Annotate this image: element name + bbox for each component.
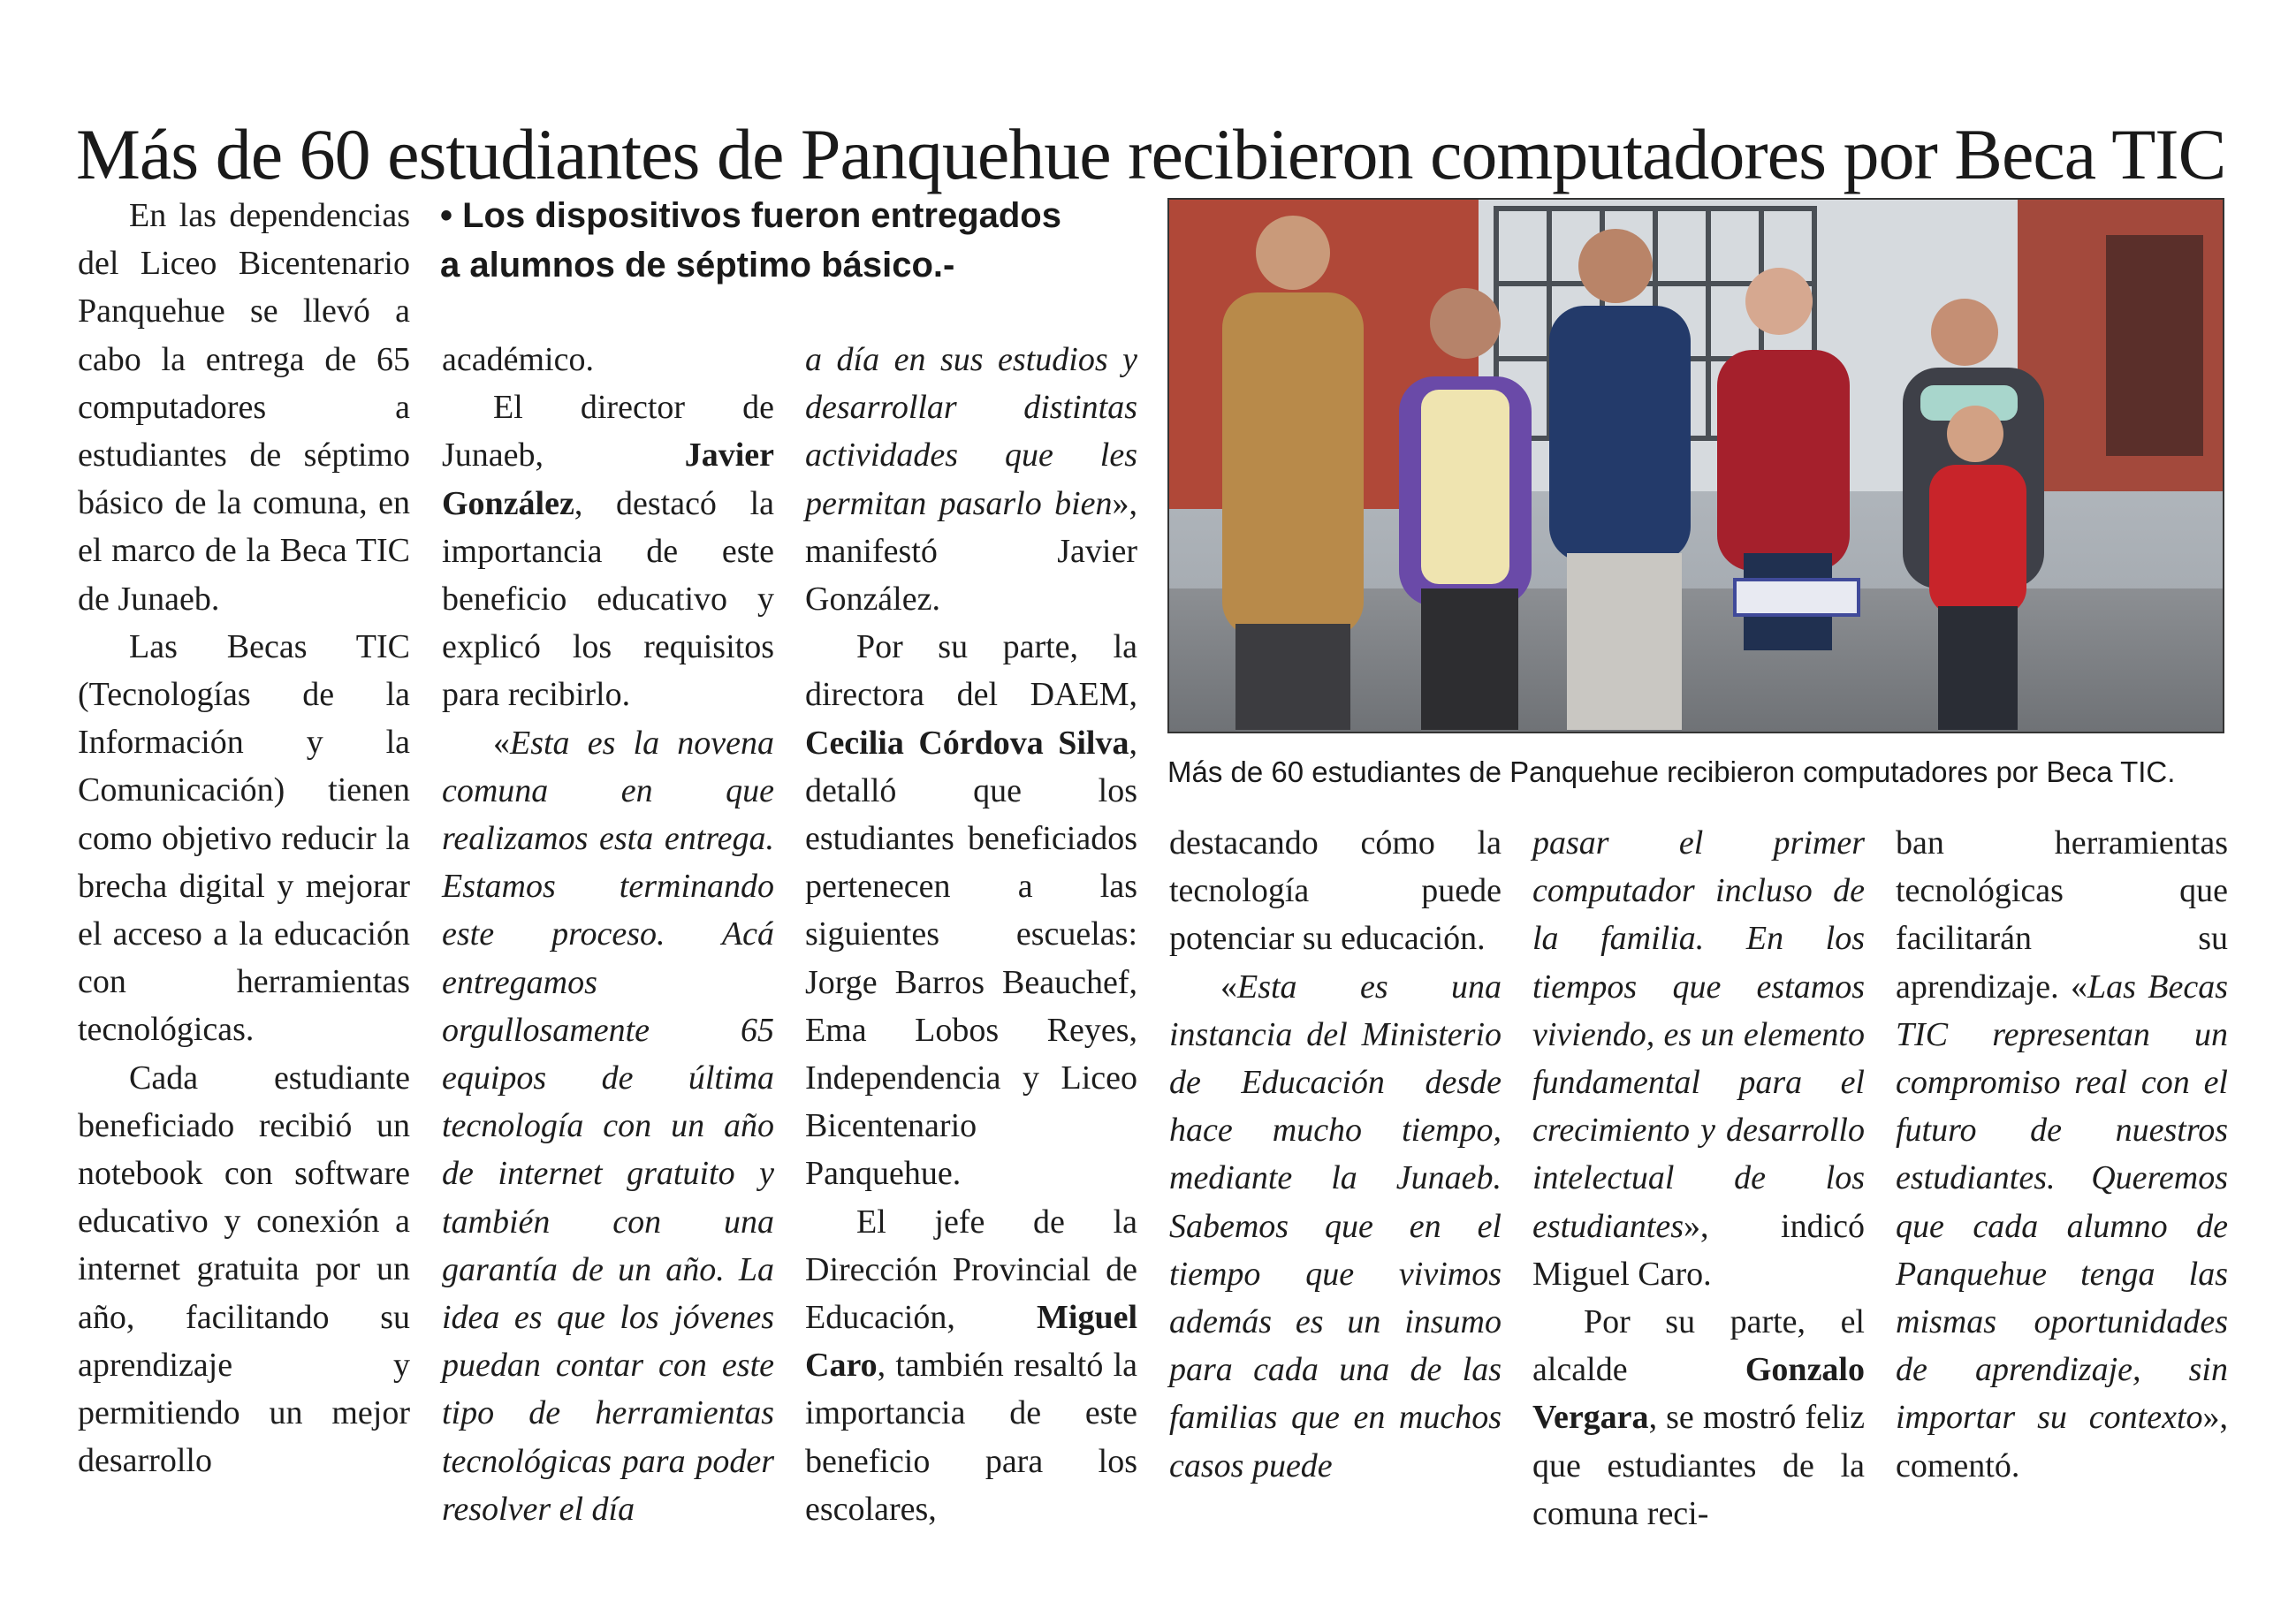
col3-text: Por su parte, la directora del DAEM, <box>805 628 1137 714</box>
col5-text: », indicó Miguel Caro. <box>1532 1207 1865 1293</box>
article-column-3 <box>805 336 1137 1533</box>
person-name: Javier González <box>442 437 774 522</box>
article-column-2 <box>442 336 774 1533</box>
col1-paragraph-2: Las Becas TIC (Tecnologías de la Información y la Comunicación) tienen como objetivo reducir la brecha digital y mejorar el acceso a la educación con herramientas tecnológicas. <box>78 627 410 1049</box>
article-column-4 <box>1169 819 1502 1490</box>
col6-paragraph-1 <box>1896 819 2228 1490</box>
col3-text: , detalló que los estudiantes beneficiados pertenecen a las siguientes escuelas: Jorge Barros Beauchef, Ema Lobos Reyes, Independencia y Liceo Bicentenario Panquehue. <box>805 724 1137 1193</box>
person-name: Cecilia Córdova Silva <box>805 724 1129 762</box>
headline: Más de 60 estudiantes de Panquehue recibieron computadores por Beca TIC <box>76 113 2226 194</box>
quote-text: pasar el primer computador incluso de la familia. En los tiempos que estamos viviendo, es un elemento fundamental para el crecimiento y desarrollo intelectual de los estudiantes <box>1532 824 1865 1245</box>
subheadline-line-2: a alumnos de séptimo básico.- <box>440 246 955 285</box>
col2-text: , destacó la importancia de este beneficio educativo y explicó los requisitos para recibirlo. <box>442 484 774 714</box>
quote-mark: « <box>1220 968 1237 1006</box>
col2-text: El director de Junaeb, <box>442 389 774 474</box>
col2-quote <box>442 719 774 1533</box>
col5-paragraph-1 <box>1532 819 1865 1298</box>
col3-text: , también resaltó la importancia de este beneficio para los escolares, <box>805 1347 1137 1528</box>
col3-paragraph-3 <box>805 1198 1137 1533</box>
col5-text: Por su parte, el alcalde <box>1532 1303 1865 1389</box>
col3-paragraph-1 <box>805 336 1137 623</box>
col6-text: », comentó. <box>1896 1399 2228 1484</box>
col5-paragraph-2 <box>1532 1298 1865 1537</box>
col5-text: , se mostró feliz que estudiantes de la comuna reci- <box>1532 1399 1865 1532</box>
photo-caption: Más de 60 estudiantes de Panquehue recibieron computadores por Beca TIC. <box>1167 755 2176 788</box>
quote-text: Las Becas TIC representan un compromiso real con el futuro de nuestros estudiantes. Queremos que cada alumno de Panquehue tenga las mismas oportunidades de aprendizaje, sin importar su contexto <box>1896 968 2228 1437</box>
col2-paragraph-2 <box>442 383 774 718</box>
quote-text: Esta es la novena comuna en que realizamos esta entrega. Estamos terminando este proceso. Acá entregamos orgullosamente 65 equipos de última tecnología con un año de internet gratuito y también con una garantía de un año. La idea es que los jóvenes puedan contar con este tipo de herramientas tecnológicas para poder resolver el día <box>442 724 774 1528</box>
col3-paragraph-2 <box>805 623 1137 1197</box>
col1-paragraph-1: En las dependencias del Liceo Bicentenario Panquehue se llevó a cabo la entrega de 65 computadores a estudiantes de séptimo básico de la comuna, en el marco de la Beca TIC de Junaeb. <box>78 197 410 618</box>
col4-paragraph-1: destacando cómo la tecnología puede potenciar su educación. <box>1169 824 1502 958</box>
col1-paragraph-3: Cada estudiante beneficiado recibió un notebook con software educativo y conexión a internet gratuita por un año, facilitando su aprendizaje y permitiendo un mejor desarrollo <box>78 1059 410 1480</box>
col4-quote <box>1169 963 1502 1490</box>
col3-text: », manifestó Javier González. <box>805 484 1137 619</box>
col6-text: ban herramientas tecnológicas que facilitarán su aprendizaje. « <box>1896 824 2228 1006</box>
article-column-6 <box>1896 819 2228 1490</box>
col2-paragraph-1: académico. <box>442 341 594 378</box>
person-name: Gonzalo Vergara <box>1532 1351 1865 1437</box>
subheadline-line-1: • Los dispositivos fueron entregados <box>440 196 1061 235</box>
article-photo <box>1167 198 2224 733</box>
article-column-1 <box>78 192 410 1484</box>
article-column-5 <box>1532 819 1865 1537</box>
quote-text: Esta es una instancia del Ministerio de Educación desde hace mucho tiempo, mediante la Junaeb. Sabemos que en el tiempo que vivimos además es un insumo para cada una de las familias que en muchos casos puede <box>1169 968 1502 1484</box>
quote-mark: « <box>493 724 510 762</box>
col3-text: El jefe de la Dirección Provincial de Educación, <box>805 1203 1137 1337</box>
quote-text: a día en sus estudios y desarrollar distintas actividades que les permitan pasarlo bien <box>805 341 1137 522</box>
person-name: Miguel Caro <box>805 1299 1137 1385</box>
photo-illustration <box>1169 200 2223 732</box>
subheadline <box>440 191 1147 290</box>
